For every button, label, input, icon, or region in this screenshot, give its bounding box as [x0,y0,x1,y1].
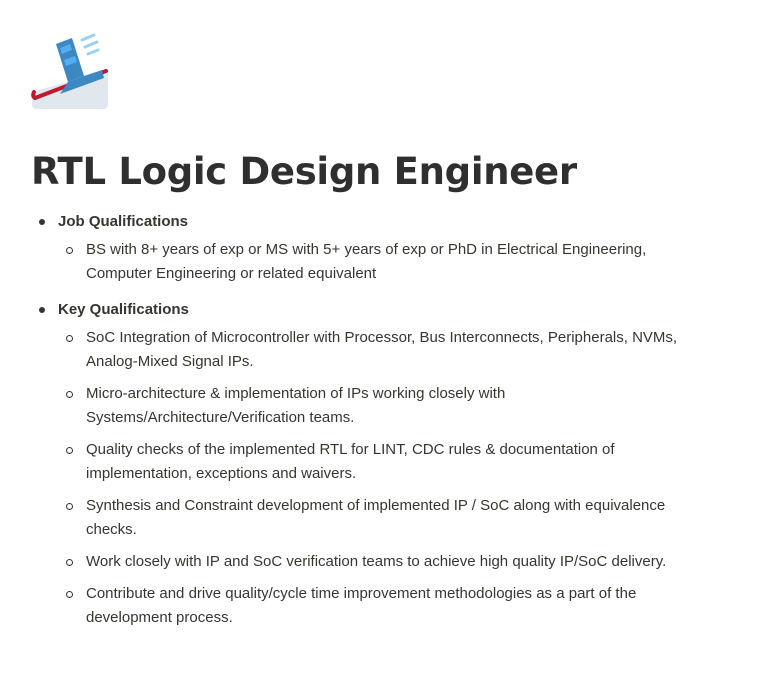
list-item [58,582,706,630]
list-item-text: SoC Integration of Microcontroller with Processor, Bus Interconnects, Peripherals, NVMs, Analog-Mixed Signal IPs. [86,329,678,370]
page-title: RTL Logic Design Engineer [31,150,577,193]
job-qualifications-items [58,238,767,286]
bullet-circle-icon [66,247,73,254]
section-key-qualifications [0,294,767,630]
key-qualifications-items [58,326,767,630]
bullet-disc-icon [39,219,45,225]
list-item-text: Work closely with IP and SoC verification teams to achieve high quality IP/SoC delivery. [86,553,667,570]
bullet-circle-icon [66,335,73,342]
section-heading: Key Qualifications [58,301,189,318]
list-item [58,382,706,430]
bullet-circle-icon [66,447,73,454]
qualifications-list [0,206,767,630]
list-item [58,326,706,374]
section-heading: Job Qualifications [58,213,189,230]
list-item [58,494,706,542]
list-item [58,438,706,486]
bullet-circle-icon [66,559,73,566]
page-content [0,206,767,638]
list-item [58,550,706,574]
ski-boot-icon[interactable] [30,30,110,110]
list-item-text: Contribute and drive quality/cycle time improvement methodologies as a part of the development process. [86,585,637,626]
section-job-qualifications [0,206,767,286]
list-item-text: Synthesis and Constraint development of implemented IP / SoC along with equivalence checks. [86,497,666,538]
bullet-circle-icon [66,591,73,598]
list-item-text: Micro-architecture & implementation of IPs working closely with Systems/Architecture/Verification teams. [86,385,506,426]
bullet-disc-icon [39,307,45,313]
list-item-text: Quality checks of the implemented RTL for LINT, CDC rules & documentation of implementation, exceptions and waivers. [86,441,615,482]
bullet-circle-icon [66,503,73,510]
bullet-circle-icon [66,391,73,398]
list-item-text: BS with 8+ years of exp or MS with 5+ years of exp or PhD in Electrical Engineering, Computer Engineering or related equivalent [86,241,647,282]
list-item [58,238,706,286]
